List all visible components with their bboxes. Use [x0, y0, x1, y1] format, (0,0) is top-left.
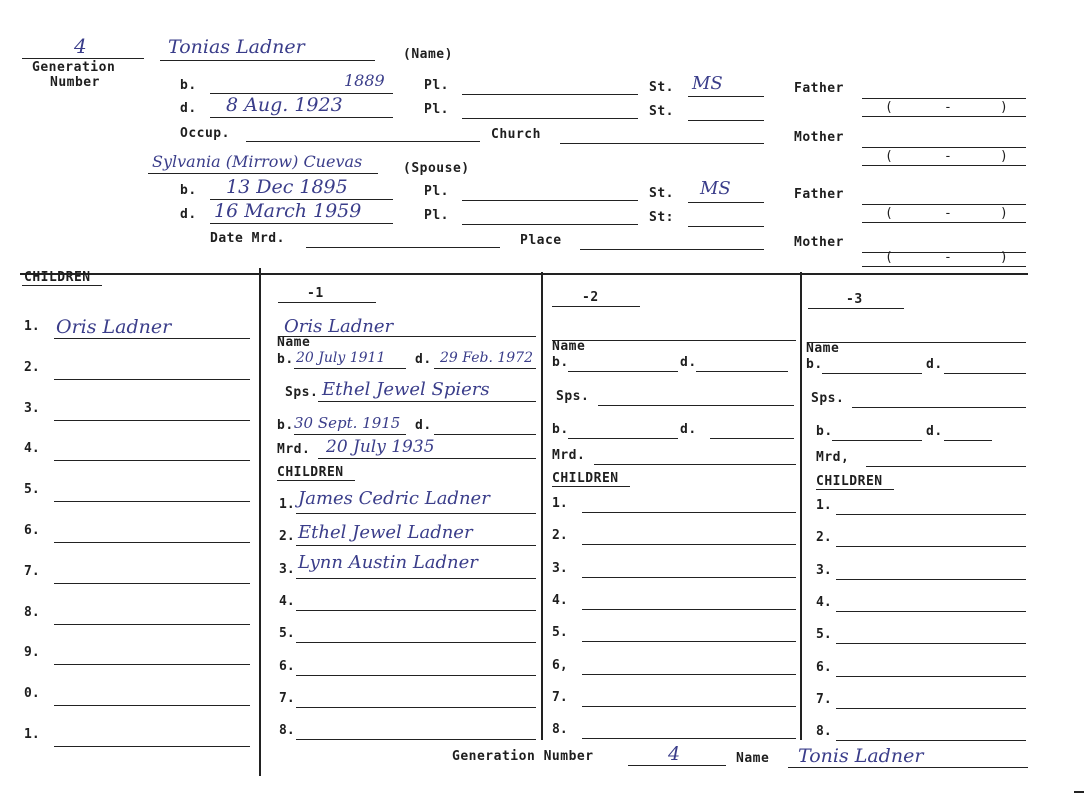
place-married-line	[580, 249, 764, 250]
card-3-row-number: 3.	[816, 562, 832, 578]
card-2-died-line	[696, 371, 788, 372]
children-row-number: 3.	[24, 400, 40, 416]
card-3-row-number: 4.	[816, 594, 832, 610]
card-1-row-line	[296, 707, 536, 708]
card-1-row-number: 8.	[279, 723, 295, 739]
parent-born-value: 1889	[344, 71, 385, 90]
generation-label: Generation	[32, 60, 116, 75]
children-title: CHILDREN	[24, 270, 91, 285]
spouse-father-line	[862, 204, 1026, 205]
card-3-row-line	[836, 546, 1026, 547]
spouse-father-paren-dash: -	[944, 206, 952, 221]
children-row-number: 2.	[24, 359, 40, 375]
card-1-born-value: 20 July 1911	[296, 350, 386, 366]
spouse-died-state-label: St:	[649, 210, 674, 225]
children-row-line	[54, 705, 250, 706]
card-1-row-line	[296, 545, 536, 546]
card-1-children-underline	[277, 480, 355, 481]
children-row-number: 6.	[24, 523, 40, 538]
card-2-row-line	[582, 706, 796, 707]
date-married-label: Date Mrd.	[210, 231, 285, 246]
card-2-children-label: CHILDREN	[552, 471, 619, 486]
card-2-row-number: 4.	[552, 592, 568, 608]
child-1-value: Oris Ladner	[56, 316, 172, 338]
card-1-row-line	[296, 513, 536, 514]
card-1-row-line	[296, 739, 536, 740]
occupation-line	[246, 141, 480, 142]
spouse-mother-paren-open: (	[885, 250, 893, 265]
card-3-spouse-born-line	[832, 440, 922, 441]
parent-died-line	[210, 117, 393, 118]
column-divider-3	[800, 272, 802, 740]
parent-born-state-value: MS	[692, 73, 723, 94]
card-2-spouse-label: Sps.	[556, 389, 590, 404]
card-2-married-label: Mrd.	[552, 448, 586, 463]
children-row-line	[54, 338, 250, 339]
card-1-row-line	[296, 642, 536, 643]
card-1-name-line	[278, 336, 536, 337]
spouse-born-place-line	[462, 200, 638, 201]
card-1-spouse-born-line	[294, 434, 406, 435]
parent-born-label: b.	[180, 78, 197, 93]
card-1-row-line	[296, 675, 536, 676]
card-2-name-line	[552, 340, 796, 341]
parent-mother-line-2	[862, 165, 1026, 166]
card-1-died-value: 29 Feb. 1972	[440, 350, 533, 366]
card-1-married-line	[318, 458, 536, 459]
edge-mark	[1074, 791, 1084, 793]
card-3-heading-line	[808, 308, 904, 309]
card-3-row-number: 6.	[816, 659, 832, 675]
card-1-died-label: d.	[415, 352, 432, 367]
card-1-died-line	[434, 368, 536, 369]
children-row-line	[54, 501, 250, 502]
parent-mother-paren-open: (	[885, 149, 893, 164]
card-3-spouse-died-label: d.	[926, 424, 943, 439]
card-2-row-line	[582, 544, 796, 545]
card-1-child-2-value: Ethel Jewel Ladner	[298, 522, 473, 543]
number-label: Number	[50, 75, 100, 90]
card-1-row-number: 2.	[279, 529, 295, 545]
children-row-line	[54, 583, 250, 584]
footer-name-value: Tonis Ladner	[798, 745, 924, 767]
card-1-married-value: 20 July 1935	[326, 437, 435, 457]
spouse-mother-paren-dash: -	[944, 250, 952, 265]
spouse-born-place-label: Pl.	[424, 184, 449, 199]
children-row-number: 4.	[24, 441, 40, 457]
card-2-row-number: 6,	[552, 657, 568, 673]
card-2-spouse-born-label: b.	[552, 422, 569, 437]
parent-father-paren-open: (	[885, 100, 893, 115]
children-row-line	[54, 420, 250, 421]
card-2-spouse-died-label: d.	[680, 422, 697, 437]
card-2-row-line	[582, 609, 796, 610]
card-1-child-3-value: Lynn Austin Ladner	[298, 552, 478, 573]
card-2-married-line	[594, 464, 796, 465]
card-3-row-number: 8.	[816, 724, 832, 740]
card-3-row-line	[836, 676, 1026, 677]
card-2-row-number: 2.	[552, 528, 568, 544]
card-3-died-label: d.	[926, 357, 943, 372]
parent-father-label: Father	[794, 81, 844, 96]
card-3-children-label: CHILDREN	[816, 474, 883, 489]
parent-died-value: 8 Aug. 1923	[226, 94, 343, 116]
place-married-label: Place	[520, 233, 562, 248]
spouse-father-line-2	[862, 222, 1026, 223]
card-1-born-line	[294, 368, 406, 369]
parent-father-paren-close: )	[1000, 100, 1008, 115]
date-married-line	[306, 247, 500, 248]
card-1-row-number: 5.	[279, 626, 295, 642]
card-1-spouse-died-line	[434, 434, 536, 435]
parent-died-place-label: Pl.	[424, 102, 449, 117]
spouse-born-label: b.	[180, 183, 197, 198]
card-3-row-line	[836, 514, 1026, 515]
card-3-married-label: Mrd,	[816, 450, 850, 465]
children-row-number: 1.	[24, 727, 40, 742]
spouse-father-paren-open: (	[885, 206, 893, 221]
parent-died-state-line	[688, 120, 764, 121]
spouse-died-label: d.	[180, 207, 197, 222]
card-3-spouse-died-line	[944, 440, 992, 441]
card-3-row-number: 2.	[816, 530, 832, 546]
children-title-underline	[22, 285, 102, 286]
card-3-row-number: 1.	[816, 498, 832, 513]
spouse-born-value: 13 Dec 1895	[226, 176, 348, 198]
spouse-mother-paren-close: )	[1000, 250, 1008, 265]
spouse-born-state-label: St.	[649, 186, 674, 201]
card-2-row-line	[582, 512, 796, 513]
children-row-line	[54, 624, 250, 625]
card-1-row-number: 4.	[279, 593, 295, 609]
card-2-row-number: 1.	[552, 496, 568, 511]
church-line	[560, 143, 764, 144]
spouse-name-line	[148, 173, 378, 174]
name-label: (Name)	[403, 47, 453, 62]
card-2-row-line	[582, 641, 796, 642]
card-3-spouse-label: Sps.	[811, 391, 845, 406]
parent-mother-line	[862, 147, 1026, 148]
parent-mother-paren-close: )	[1000, 149, 1008, 164]
generation-number-line	[22, 58, 144, 59]
children-row-number: 9.	[24, 645, 40, 661]
spouse-born-state-line	[688, 202, 764, 203]
generation-number-value: 4	[74, 34, 87, 58]
children-row-number: 5.	[24, 482, 40, 498]
card-2-spouse-born-line	[568, 438, 678, 439]
card-2-spouse-line	[598, 405, 794, 406]
spouse-died-value: 16 March 1959	[214, 200, 362, 222]
card-3-row-number: 5.	[816, 627, 832, 643]
children-row-number: 1.	[24, 319, 40, 334]
card-3-row-line	[836, 740, 1026, 741]
footer-name-line	[788, 767, 1028, 768]
parent-mother-label: Mother	[794, 130, 844, 145]
card-1-spouse-line	[318, 401, 536, 402]
card-1-spouse-label: Sps.	[285, 385, 319, 400]
spouse-mother-label: Mother	[794, 235, 844, 250]
card-1-children-label: CHILDREN	[277, 465, 344, 480]
card-1-spouse-born-value: 30 Sept. 1915	[294, 414, 401, 432]
card-2-name-label: Name	[552, 339, 586, 354]
card-2-spouse-died-line	[710, 438, 794, 439]
section-divider	[20, 273, 1028, 275]
card-3-born-line	[822, 373, 922, 374]
card-1-row-number: 1.	[279, 497, 295, 512]
parent-father-line-2	[862, 116, 1026, 117]
spouse-label: (Spouse)	[403, 161, 470, 176]
card-2-died-label: d.	[680, 355, 697, 370]
card-2-row-line	[582, 577, 796, 578]
children-row-line	[54, 542, 250, 543]
church-label: Church	[491, 127, 541, 142]
card-3-name-line	[808, 342, 1026, 343]
card-3-row-line	[836, 643, 1026, 644]
spouse-born-state-value: MS	[700, 178, 731, 199]
card-1-heading: -1	[307, 286, 324, 301]
footer-generation-value: 4	[668, 743, 681, 765]
card-1-heading-line	[278, 302, 376, 303]
card-2-born-line	[568, 371, 678, 372]
spouse-father-label: Father	[794, 187, 844, 202]
card-2-born-label: b.	[552, 355, 569, 370]
card-2-row-number: 3.	[552, 560, 568, 576]
parent-died-place-line	[462, 118, 638, 119]
card-3-married-line	[866, 466, 1026, 467]
card-2-heading-line	[552, 306, 640, 307]
parent-father-line	[862, 98, 1026, 99]
parent-name-value: Tonias Ladner	[168, 36, 305, 58]
card-3-row-line	[836, 611, 1026, 612]
children-row-number: 0.	[24, 686, 40, 702]
footer-generation-label: Generation Number	[452, 749, 594, 764]
footer-generation-line	[628, 765, 726, 766]
card-1-spouse-value: Ethel Jewel Spiers	[322, 379, 490, 400]
card-1-spouse-died-label: d.	[415, 418, 432, 433]
card-1-child-1-value: James Cedric Ladner	[298, 488, 490, 509]
spouse-father-paren-close: )	[1000, 206, 1008, 221]
parent-born-state-line	[688, 96, 764, 97]
card-1-row-number: 6.	[279, 658, 295, 674]
card-3-children-underline	[816, 489, 894, 490]
children-row-number: 7.	[24, 563, 40, 579]
card-3-row-line	[836, 579, 1026, 580]
children-row-number: 8.	[24, 604, 40, 620]
spouse-died-state-line	[688, 226, 764, 227]
card-3-name-label: Name	[806, 341, 840, 356]
spouse-died-line	[210, 223, 393, 224]
parent-father-paren-dash: -	[944, 100, 952, 115]
spouse-name-value: Sylvania (Mirrow) Cuevas	[152, 152, 363, 171]
children-row-line	[54, 379, 250, 380]
card-2-row-number: 5.	[552, 625, 568, 641]
parent-born-place-line	[462, 94, 638, 95]
card-3-spouse-born-label: b.	[816, 424, 833, 439]
card-3-row-number: 7.	[816, 691, 832, 707]
card-3-born-label: b.	[806, 357, 823, 372]
card-1-row-number: 3.	[279, 561, 295, 577]
parent-born-place-label: Pl.	[424, 78, 449, 93]
card-2-heading: -2	[582, 290, 599, 305]
card-2-row-line	[582, 738, 796, 739]
spouse-died-place-label: Pl.	[424, 208, 449, 223]
children-row-line	[54, 664, 250, 665]
card-2-row-line	[582, 674, 796, 675]
parent-born-state-label: St.	[649, 80, 674, 95]
spouse-mother-line-2	[862, 266, 1026, 267]
card-2-children-underline	[552, 486, 630, 487]
children-row-line	[54, 460, 250, 461]
card-1-row-line	[296, 610, 536, 611]
card-1-row-number: 7.	[279, 690, 295, 706]
column-divider-2	[541, 272, 543, 740]
footer-name-label: Name	[736, 751, 770, 766]
card-1-born-label: b.	[277, 352, 294, 367]
column-divider-1	[259, 268, 261, 776]
card-1-name-value: Oris Ladner	[284, 316, 394, 337]
card-1-married-label: Mrd.	[277, 442, 311, 457]
card-3-heading: -3	[846, 292, 863, 307]
spouse-died-place-line	[462, 224, 638, 225]
parent-name-line	[160, 60, 375, 61]
card-2-row-number: 8.	[552, 722, 568, 738]
children-row-line	[54, 746, 250, 747]
parent-died-label: d.	[180, 101, 197, 116]
card-1-row-line	[296, 578, 536, 579]
card-3-died-line	[944, 373, 1026, 374]
parent-died-state-label: St.	[649, 104, 674, 119]
card-2-row-number: 7.	[552, 689, 568, 705]
card-3-row-line	[836, 708, 1026, 709]
card-1-name-label: Name	[277, 335, 311, 350]
card-3-spouse-line	[852, 407, 1026, 408]
occupation-label: Occup.	[180, 126, 230, 141]
card-1-spouse-born-label: b.	[277, 418, 294, 433]
parent-mother-paren-dash: -	[944, 149, 952, 164]
